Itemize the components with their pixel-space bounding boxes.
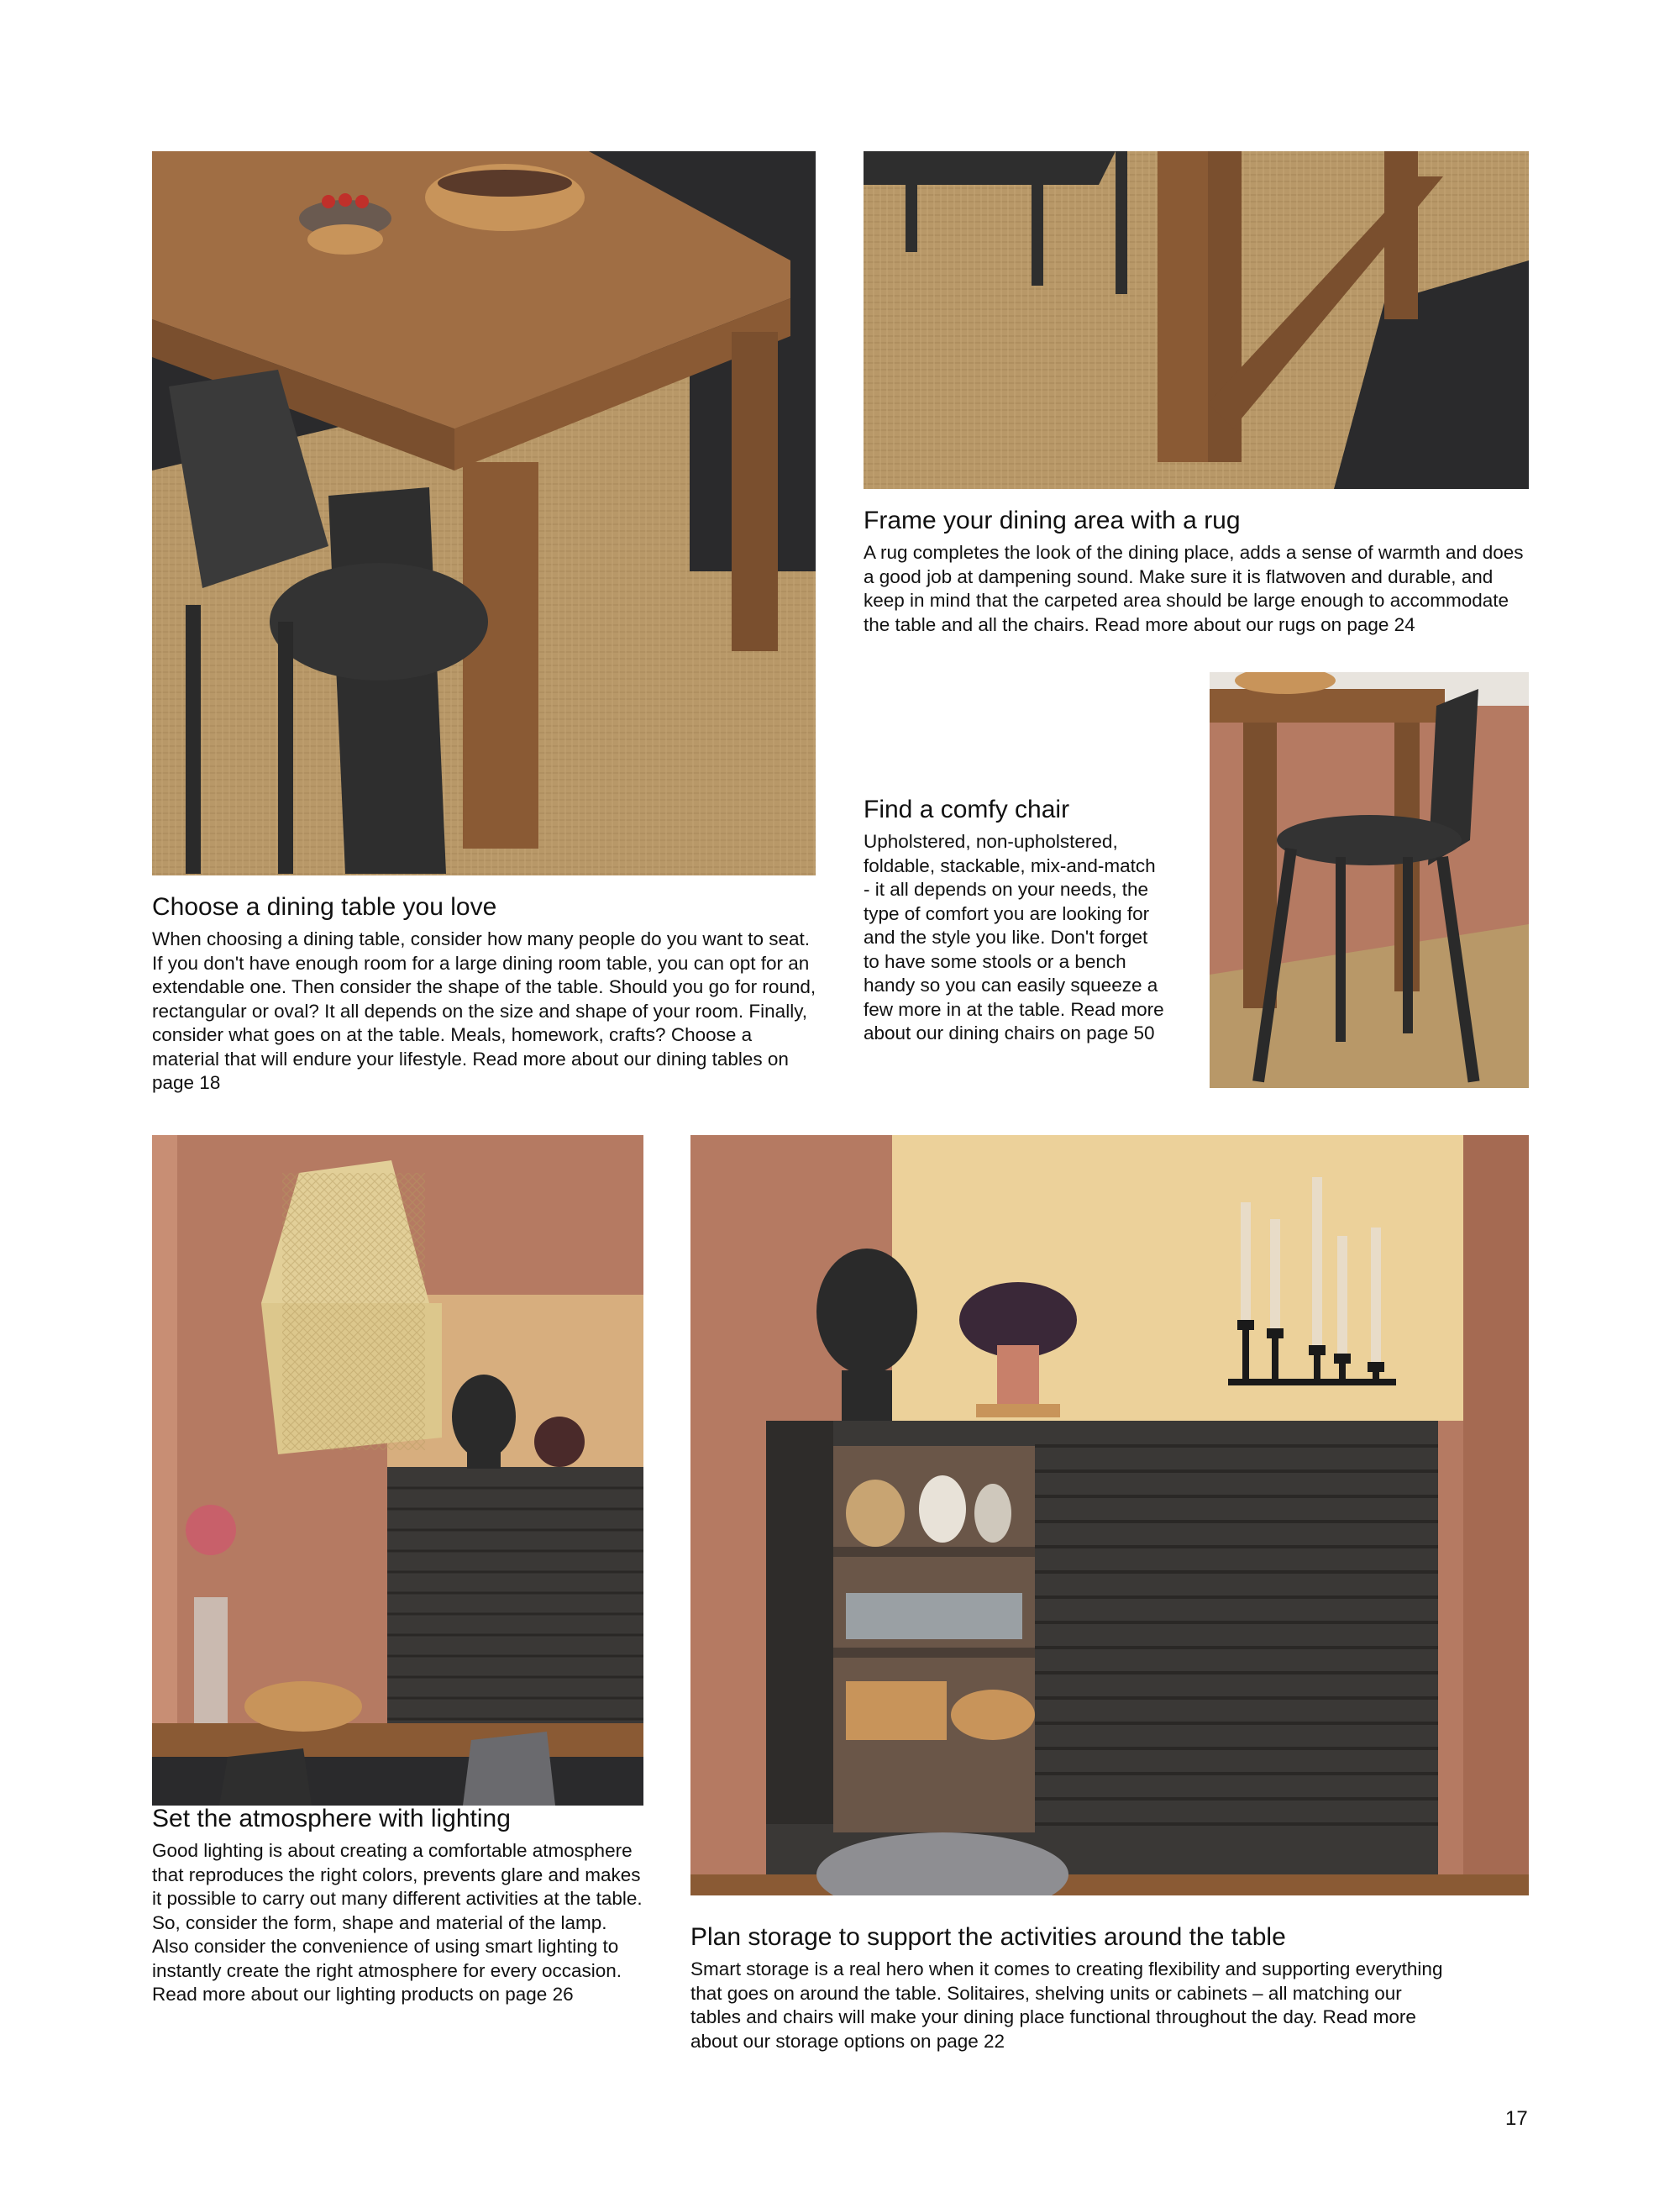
storage-section <box>690 1922 1446 2053</box>
storage-photo <box>690 1135 1529 1895</box>
chair-photo <box>1210 672 1529 1088</box>
dining-table-section <box>152 892 824 1096</box>
chair-section <box>864 795 1166 1046</box>
storage-body: Smart storage is a real hero when it comes to creating flexibility and supporting everything that goes on around the table. Solitaires, shelving units or cabinets – all matching our tables and chairs will make your dining place functional throughout the day. Read more about our storage options on page 22 <box>690 1958 1443 2052</box>
storage-heading: Plan storage to support the activities around the table <box>690 1923 1286 1951</box>
rug-section <box>864 506 1527 637</box>
lighting-photo <box>152 1135 643 1806</box>
dining-table-photo <box>152 151 816 875</box>
rug-body: A rug completes the look of the dining place, adds a sense of warmth and does a good job at dampening sound. Make sure it is flatwoven and durable, and keep in mind that the carpeted area should be large enough to accommodate the table and all the chairs. Read more about our rugs on page 24 <box>864 542 1524 635</box>
dining-table-heading: Choose a dining table you love <box>152 893 497 921</box>
lighting-body: Good lighting is about creating a comfortable atmosphere that reproduces the right colors, prevents glare and makes it possible to carry out many different activities at the table. So, consider the form, shape and material of the lamp. Also consider the convenience of using smart lighting to instantly create the right atmosphere for every occasion. Read more about our lighting products on page 26 <box>152 1840 643 2005</box>
rug-photo <box>864 151 1529 489</box>
lighting-heading: Set the atmosphere with lighting <box>152 1805 511 1832</box>
lighting-section <box>152 1804 648 2007</box>
dining-table-body: When choosing a dining table, consider how many people do you want to seat. If you don't have enough room for a large dining room table, you can opt for an extendable one. Then consider the shape of the table. Should you go for round, rectangular or oval? It all depends on the size and shape of your room. Finally, consider what goes on at the table. Meals, homework, crafts? Choose a material that will endure your lifestyle. Read more about our dining tables on page 18 <box>152 928 816 1093</box>
rug-heading: Frame your dining area with a rug <box>864 507 1241 534</box>
chair-heading: Find a comfy chair <box>864 796 1070 823</box>
chair-body: Upholstered, non-upholstered, foldable, stackable, mix-and-match - it all depends on your needs, the type of comfort you are looking for and the style you like. Don't forget to have some stools or a bench handy so you can easily squeeze a few more in at the table. Read more about our dining chairs on page 50 <box>864 831 1164 1044</box>
page-number: 17 <box>1505 2107 1528 2130</box>
